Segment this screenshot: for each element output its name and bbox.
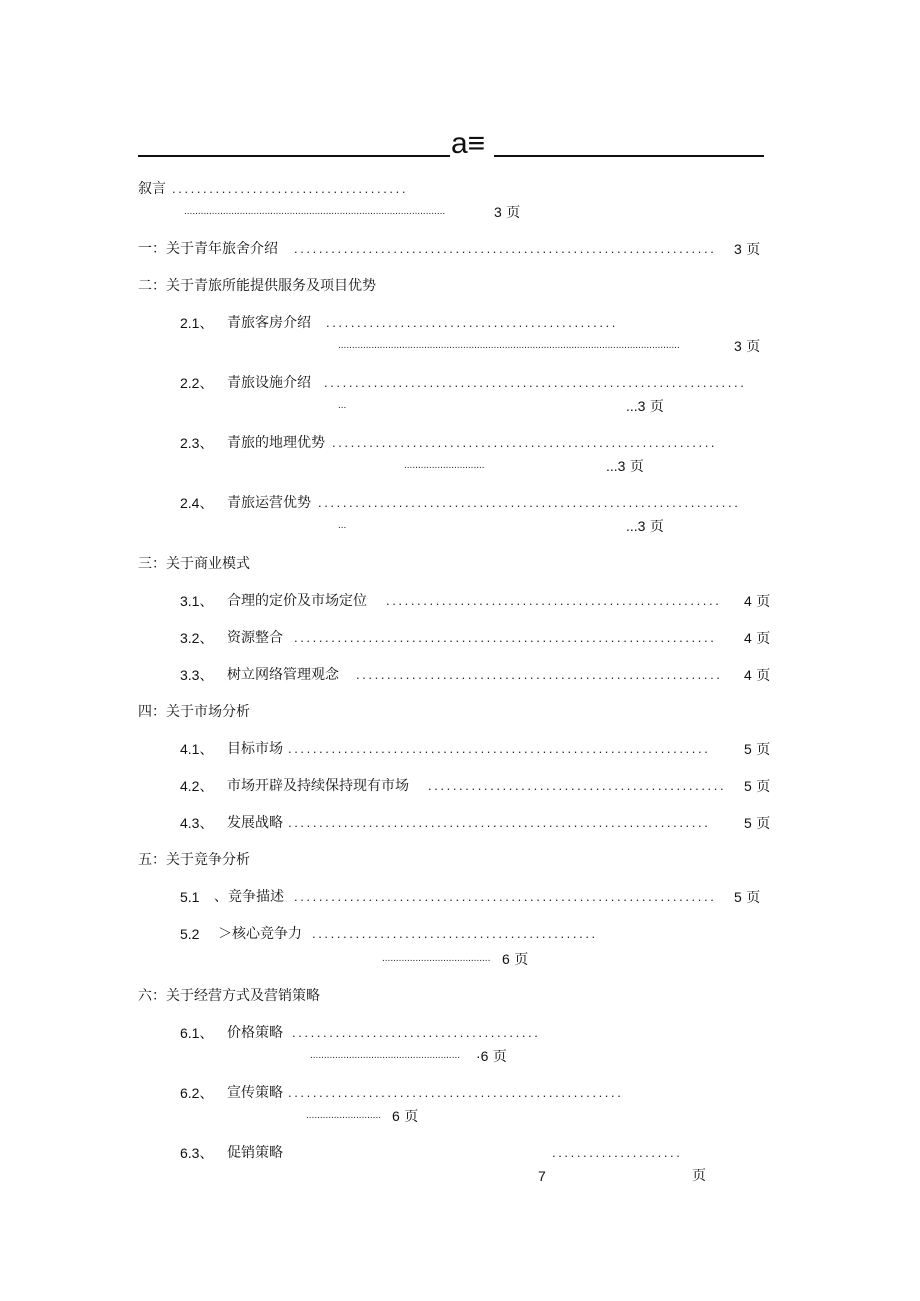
toc-entry-4-label: 四：关于市场分析 bbox=[138, 704, 250, 720]
leader-dots: ............................. bbox=[404, 460, 485, 471]
toc-entry-5-2-label: ＞核心竞争力 bbox=[218, 926, 302, 942]
leader-dots: ...................................... bbox=[172, 181, 409, 196]
toc-entry-6-2-label: 宣传策略 bbox=[227, 1085, 283, 1101]
toc-entry-2-4-page: ...3 页 bbox=[626, 518, 664, 535]
toc-entry-5-2-page: 6 页 bbox=[502, 951, 529, 968]
toc-entry-6-1-page: ·6 页 bbox=[476, 1048, 507, 1065]
leader-dots: .................................................................... bbox=[288, 741, 711, 756]
toc-entry-6-label: 六：关于经营方式及营销策略 bbox=[138, 988, 320, 1004]
toc-entry-3-1-label: 合理的定价及市场定位 bbox=[227, 593, 367, 609]
toc-entry-2-1-num: 2.1、 bbox=[180, 315, 214, 331]
toc-entry-4-1-label: 目标市场 bbox=[227, 741, 283, 757]
toc-entry-2-3-num: 2.3、 bbox=[180, 435, 214, 451]
toc-entry-3-2-page: 4 页 bbox=[744, 630, 771, 647]
toc-entry-2-3-label: 青旅的地理优势 bbox=[227, 435, 325, 451]
toc-entry-5-1-num: 5.1 bbox=[180, 889, 200, 905]
toc-entry-4-3-num: 4.3、 bbox=[180, 815, 214, 831]
toc-entry-4-2-page: 5 页 bbox=[744, 778, 771, 795]
leader-dots: ........................................................................................................................... bbox=[338, 340, 680, 351]
toc-entry-6-1-label: 价格策略 bbox=[227, 1025, 283, 1041]
leader-dots: .................................................................... bbox=[294, 241, 717, 256]
toc-entry-2-1-label: 青旅客房介绍 bbox=[227, 315, 311, 331]
toc-header bbox=[138, 126, 764, 162]
toc-intro-page: 3 页 bbox=[494, 204, 521, 221]
toc-entry-3-3-page: 4 页 bbox=[744, 667, 771, 684]
toc-entry-5-1-label: 、竞争描述 bbox=[214, 889, 284, 905]
toc-entry-4-3-label: 发展战略 bbox=[227, 815, 283, 831]
toc-entry-2-2-page: ...3 页 bbox=[626, 398, 664, 415]
toc-entry-5-2-num: 5.2 bbox=[180, 926, 200, 942]
toc-entry-3-3-label: 树立网络管理观念 bbox=[227, 667, 339, 683]
toc-entry-4-2-label: 市场开辟及持续保持现有市场 bbox=[227, 778, 409, 794]
leader-dots: ...................................................... bbox=[386, 593, 722, 608]
leader-dots: ........................................ bbox=[292, 1025, 541, 1040]
leader-dots: ... bbox=[338, 520, 347, 531]
toc-entry-6-3-label: 促销策略 bbox=[227, 1145, 283, 1161]
toc-intro-label: 叙言 bbox=[138, 181, 166, 197]
toc-entry-6-3-page-num: 7 bbox=[538, 1168, 546, 1184]
toc-entry-3-1-page: 4 页 bbox=[744, 593, 771, 610]
toc-entry-6-3-num: 6.3、 bbox=[180, 1145, 214, 1161]
leader-dots: ... bbox=[338, 400, 347, 411]
toc-entry-2-2-label: 青旅设施介绍 bbox=[227, 375, 311, 391]
leader-dots: ....................................... bbox=[382, 953, 491, 964]
toc-entry-6-2-page: 6 页 bbox=[392, 1108, 419, 1125]
toc-entry-5-label: 五：关于竞争分析 bbox=[138, 852, 250, 868]
leader-dots: ...................................................... bbox=[310, 1050, 461, 1061]
toc-entry-3-2-num: 3.2、 bbox=[180, 630, 214, 646]
toc-entry-1-page: 3 页 bbox=[734, 241, 761, 258]
leader-dots: .............................................................................................. bbox=[184, 206, 446, 217]
leader-dots: .................................................................... bbox=[324, 375, 747, 390]
title-rule-right bbox=[494, 155, 764, 157]
leader-dots: .............................................. bbox=[312, 926, 598, 941]
leader-dots: ................................................ bbox=[428, 778, 727, 793]
toc-entry-3-2-label: 资源整合 bbox=[227, 630, 283, 646]
leader-dots: .................................................................... bbox=[288, 815, 711, 830]
leader-dots: .................................................................... bbox=[318, 495, 741, 510]
leader-dots: .............................................................. bbox=[332, 435, 718, 450]
toc-entry-4-1-num: 4.1、 bbox=[180, 741, 214, 757]
leader-dots: ........................... bbox=[306, 1110, 382, 1121]
title-rule-left bbox=[138, 155, 450, 157]
toc-entry-5-1-page: 5 页 bbox=[734, 889, 761, 906]
toc-entry-6-1-num: 6.1、 bbox=[180, 1025, 214, 1041]
toc-entry-4-3-page: 5 页 bbox=[744, 815, 771, 832]
toc-entry-2-1-page: 3 页 bbox=[734, 338, 761, 355]
leader-dots: ..................... bbox=[552, 1145, 683, 1160]
leader-dots: .................................................................... bbox=[294, 630, 717, 645]
leader-dots: ............................................... bbox=[326, 315, 618, 330]
toc-entry-3-1-num: 3.1、 bbox=[180, 593, 214, 609]
toc-entry-1-label: 一：关于青年旅舍介绍 bbox=[138, 241, 278, 257]
toc-entry-3-label: 三：关于商业模式 bbox=[138, 556, 250, 572]
toc-entry-4-2-num: 4.2、 bbox=[180, 778, 214, 794]
toc-entry-6-2-num: 6.2、 bbox=[180, 1085, 214, 1101]
toc-entry-2-4-label: 青旅运营优势 bbox=[227, 495, 311, 511]
toc-entry-2-2-num: 2.2、 bbox=[180, 375, 214, 391]
leader-dots: .................................................................... bbox=[294, 889, 717, 904]
toc-entry-2-3-page: ...3 页 bbox=[606, 458, 644, 475]
toc-entry-3-3-num: 3.3、 bbox=[180, 667, 214, 683]
toc-entry-6-3-page-unit: 页 bbox=[692, 1168, 706, 1184]
leader-dots: ........................................................... bbox=[356, 667, 723, 682]
toc-entry-4-1-page: 5 页 bbox=[744, 741, 771, 758]
page-title: a≡ bbox=[451, 127, 486, 160]
leader-dots: ...................................................... bbox=[288, 1085, 624, 1100]
toc-entry-2-4-num: 2.4、 bbox=[180, 495, 214, 511]
toc-entry-2-label: 二：关于青旅所能提供服务及项目优势 bbox=[138, 278, 376, 294]
